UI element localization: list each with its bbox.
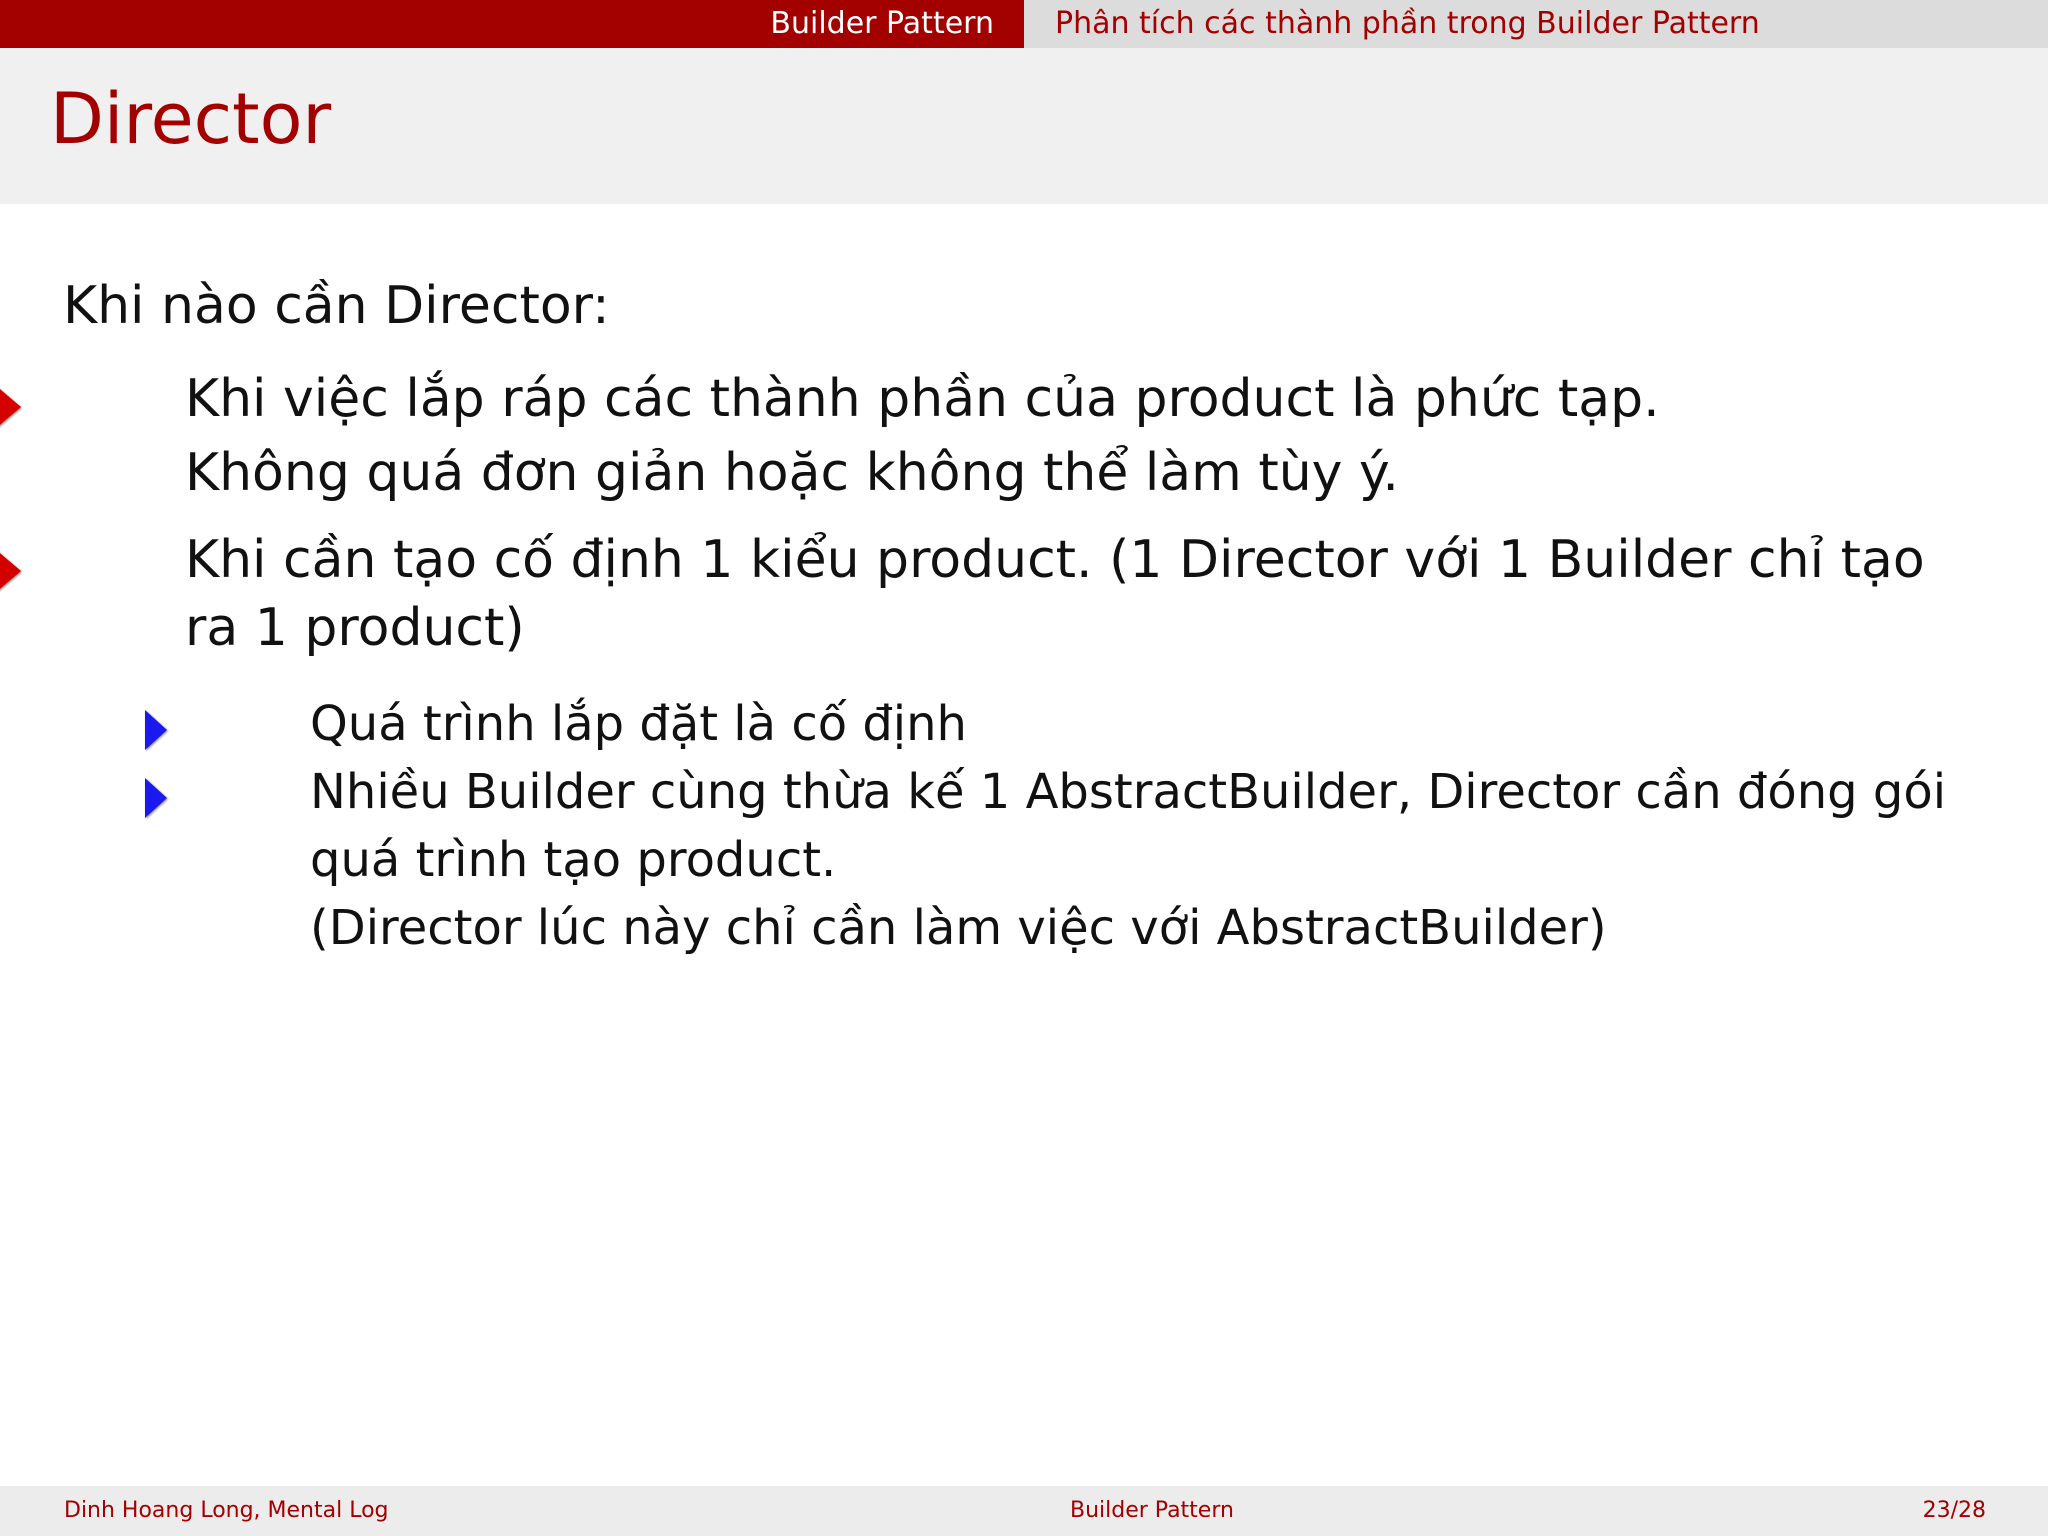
sub-bullet-line: (Director lúc này chỉ cần làm việc với AbstractBuilder)	[310, 900, 1607, 956]
sub-bullet-item	[245, 690, 1985, 758]
red-triangle-bullet-icon	[0, 385, 21, 429]
sub-bullet-line: Quá trình lắp đặt là cố định	[310, 696, 967, 752]
blue-triangle-bullet-icon	[145, 778, 167, 818]
intro-text: Khi nào cần Director:	[63, 276, 610, 336]
bullet-line: Khi việc lắp ráp các thành phần của product là phức tạp.	[185, 369, 1660, 429]
blue-triangle-bullet-icon	[145, 710, 167, 750]
red-triangle-bullet-icon	[0, 549, 21, 593]
sub-bullet-line: Nhiều Builder cùng thừa kế 1 AbstractBuilder, Director cần đóng gói	[310, 764, 1947, 820]
footer	[0, 1486, 2048, 1536]
bullet-line: ra 1 product)	[185, 598, 525, 658]
frame-title: Director	[50, 78, 332, 160]
bullet-line: Khi cần tạo cố định 1 kiểu product. (1 Director với 1 Builder chỉ tạo	[185, 530, 1925, 590]
bullet-line: Không quá đơn giản hoặc không thể làm tùy ý.	[185, 443, 1399, 503]
frame-title-band	[0, 48, 2048, 204]
nav-section-link[interactable]: Builder Pattern	[0, 0, 1024, 48]
page-number: 23/28	[1922, 1498, 1986, 1523]
navigation-bar	[0, 0, 2048, 48]
footer-title: Builder Pattern	[1070, 1498, 1234, 1523]
nav-subsection-link[interactable]: Phân tích các thành phần trong Builder Pattern	[1024, 0, 2048, 48]
sub-bullet-line: quá trình tạo product.	[310, 832, 837, 888]
sub-bullet-item	[245, 758, 1985, 962]
footer-author: Dinh Hoang Long, Mental Log	[64, 1498, 389, 1523]
bullet-item	[120, 362, 1980, 510]
bullet-item	[120, 526, 1980, 662]
